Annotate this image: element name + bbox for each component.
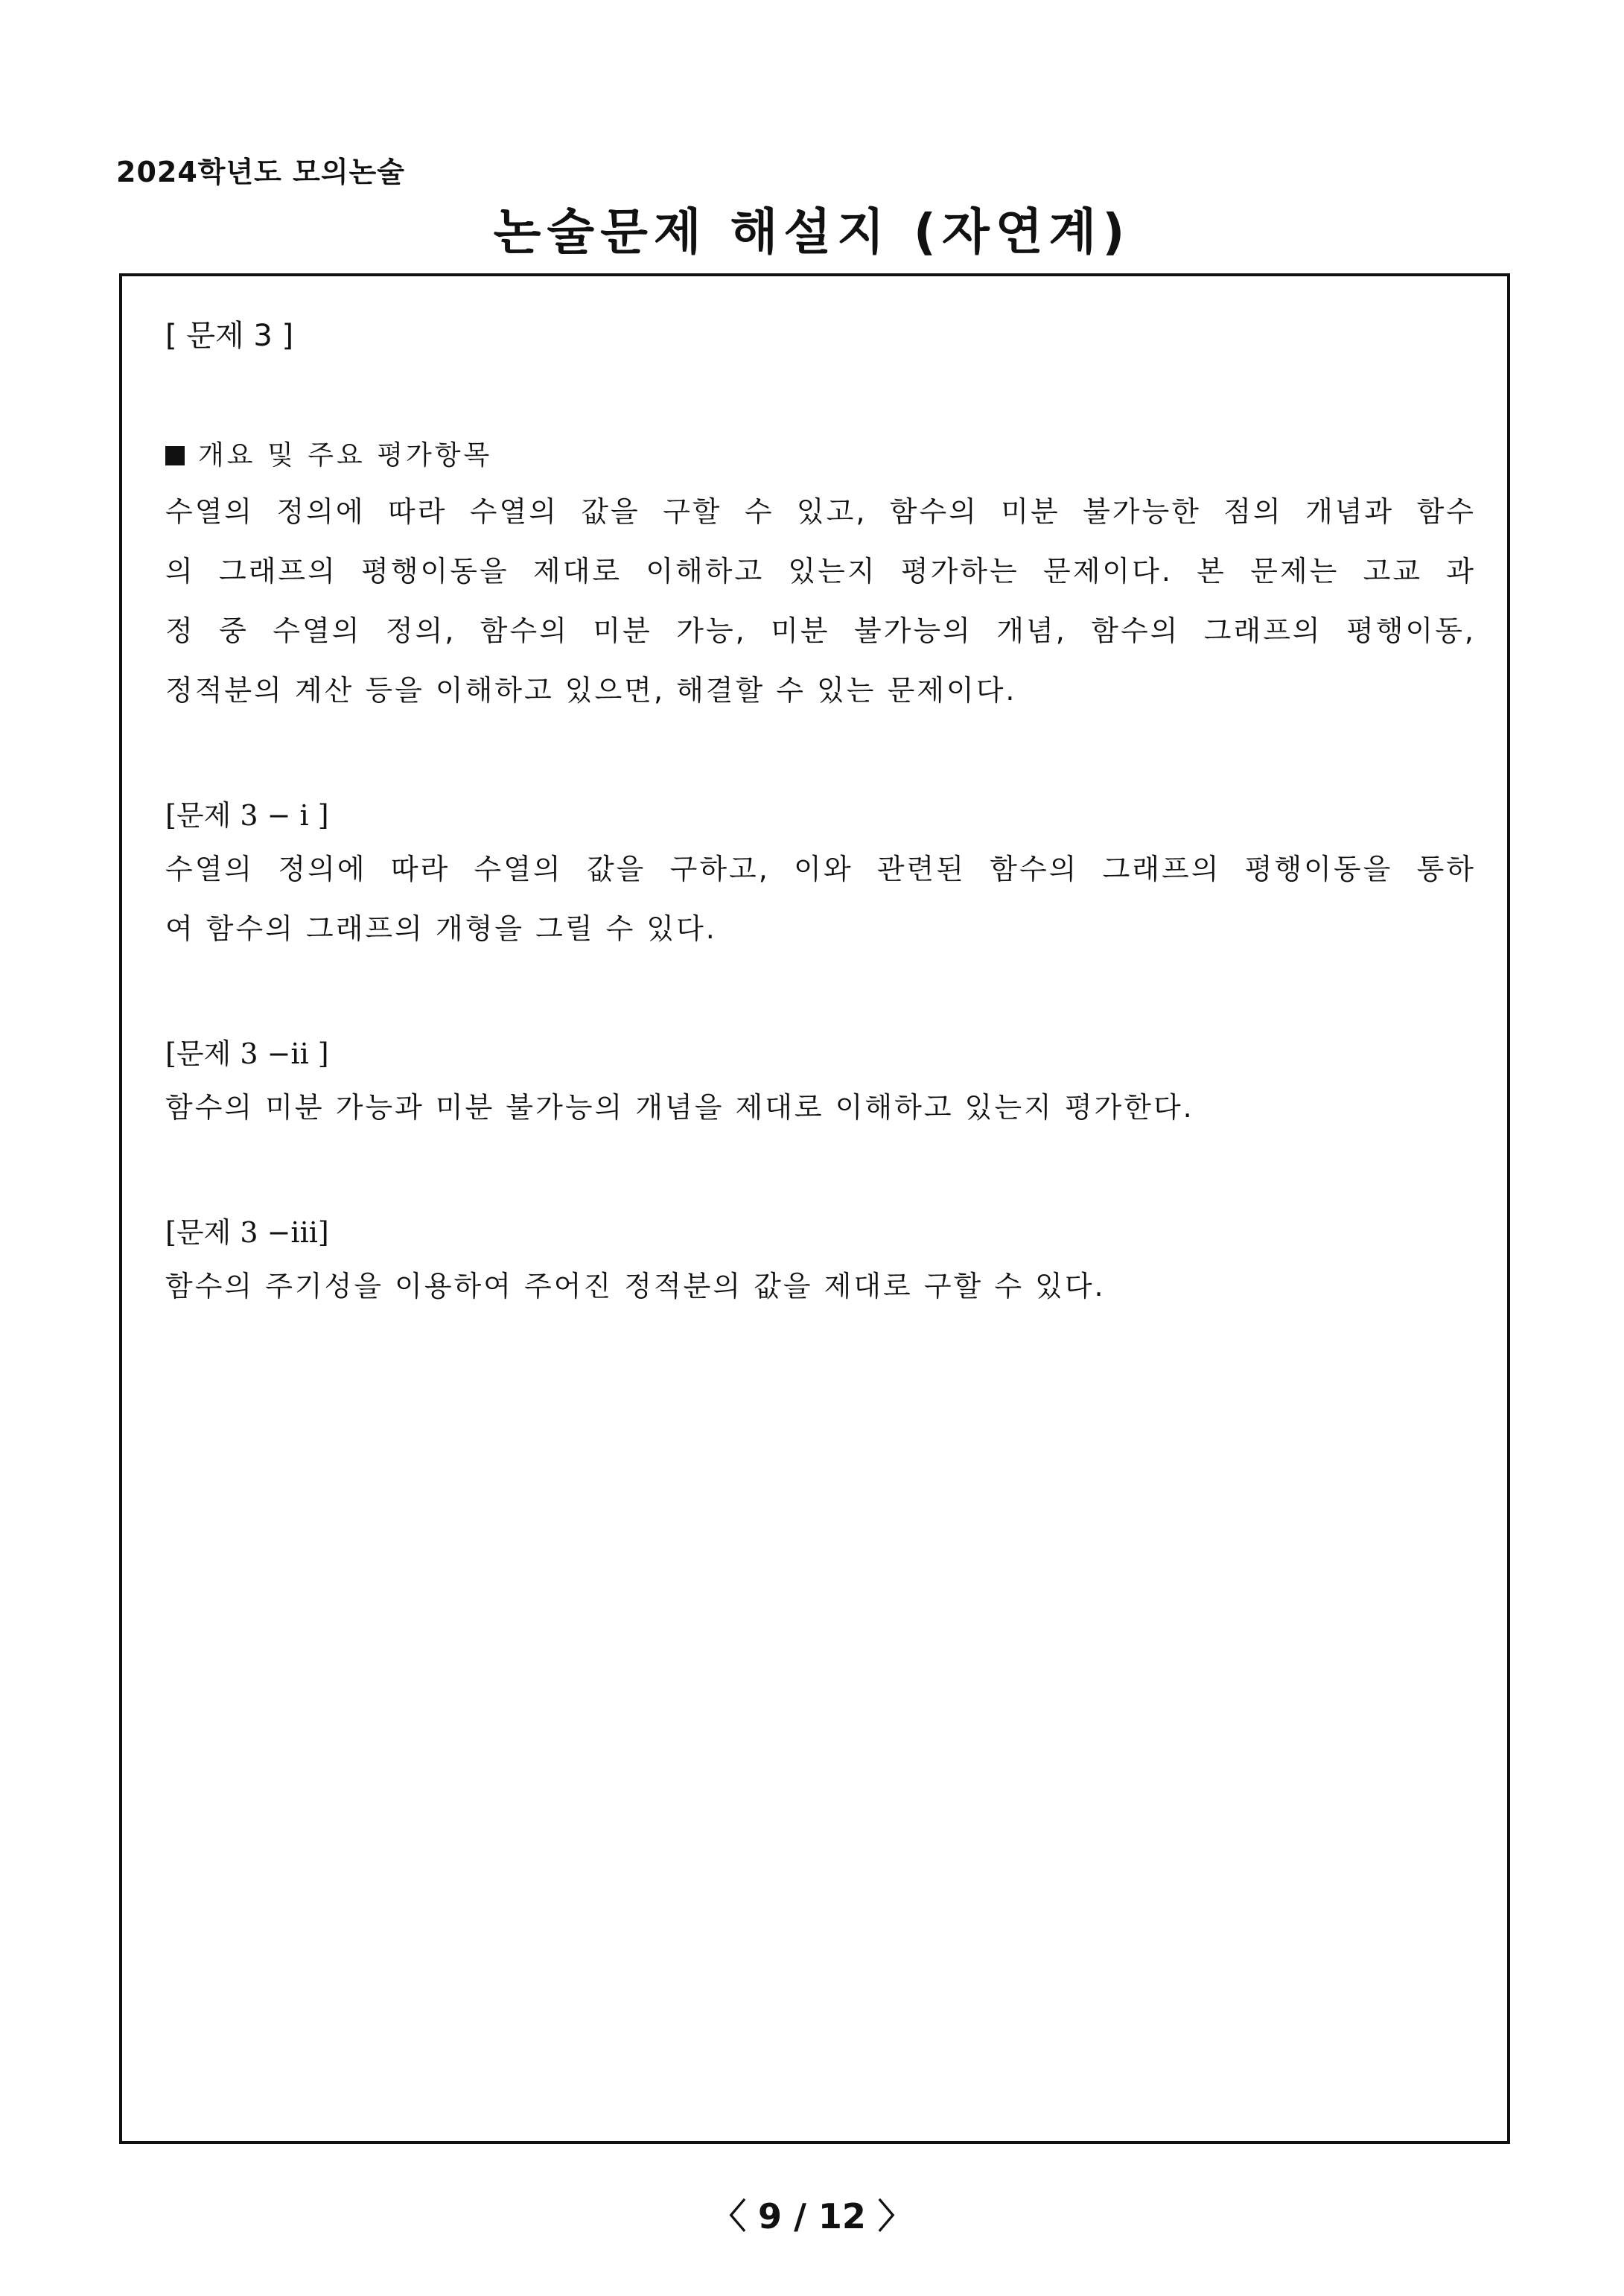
overview-line: 정적분의 계산 등을 이해하고 있으면, 해결할 수 있는 문제이다. bbox=[165, 674, 1017, 707]
sub-problem-iii-label: [문제 3 −iii] bbox=[165, 1216, 329, 1249]
square-bullet-icon bbox=[165, 446, 185, 465]
sub-problem-i-label: [문제 3 − i ] bbox=[165, 799, 329, 832]
overview-heading bbox=[165, 434, 492, 472]
sub-problem-iii-line: 함수의 주기성을 이용하여 주어진 정적분의 값을 제대로 구할 수 있다. bbox=[165, 1270, 1106, 1303]
overview-paragraph bbox=[165, 482, 1476, 720]
overview-line: 수열의 정의에 따라 수열의 값을 구할 수 있고, 함수의 미분 불가능한 점의 개념과 함수 bbox=[165, 495, 1476, 528]
problem-label: [ 문제 3 ] bbox=[165, 319, 294, 353]
exam-year-subtitle: 2024학년도 모의논술 bbox=[116, 156, 405, 188]
sub-problem-ii-text bbox=[165, 1078, 1476, 1137]
page-number: 〈 9 / 12 〉 bbox=[712, 2196, 912, 2236]
sub-problem-iii-text bbox=[165, 1256, 1476, 1316]
page-title: 논술문제 해설지 (자연계) bbox=[493, 203, 1131, 261]
sub-problem-ii-label: [문제 3 −ii ] bbox=[165, 1037, 329, 1070]
overview-line: 정 중 수열의 정의, 함수의 미분 가능, 미분 불가능의 개념, 함수의 그래프의 평행이동, bbox=[165, 614, 1476, 647]
sub-problem-i-line: 수열의 정의에 따라 수열의 값을 구하고, 이와 관련된 함수의 그래프의 평행이동을 통하 bbox=[165, 853, 1476, 885]
overview-line: 의 그래프의 평행이동을 제대로 이해하고 있는지 평가하는 문제이다. 본 문제는 고교 과 bbox=[165, 555, 1476, 588]
sub-problem-i-line: 여 함수의 그래프의 개형을 그릴 수 있다. bbox=[165, 912, 717, 945]
sub-problem-ii-line: 함수의 미분 가능과 미분 불가능의 개념을 제대로 이해하고 있는지 평가한다. bbox=[165, 1091, 1194, 1124]
content-frame bbox=[119, 273, 1510, 2144]
sub-problem-i-text bbox=[165, 839, 1476, 958]
overview-heading-text: 개요 및 주요 평가항목 bbox=[198, 440, 493, 471]
